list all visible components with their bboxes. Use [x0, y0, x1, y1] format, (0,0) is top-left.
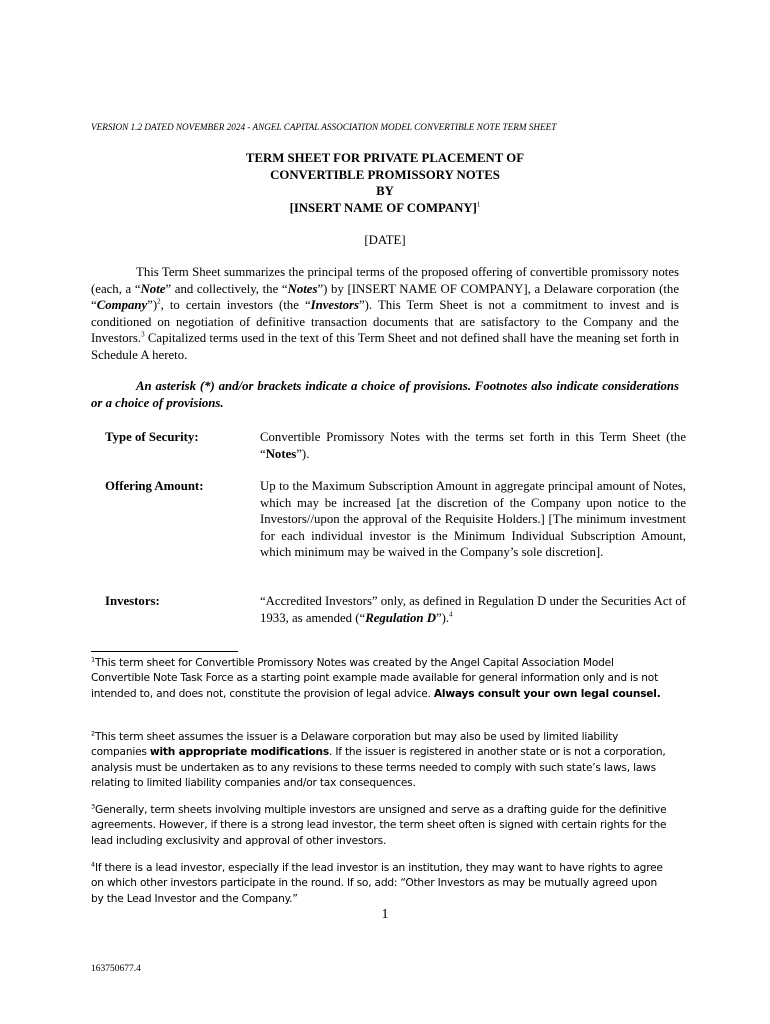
title-line-1: TERM SHEET FOR PRIVATE PLACEMENT OF	[245, 151, 525, 165]
defined-term-investors: Investors	[310, 298, 359, 313]
date-placeholder: [DATE]	[364, 233, 406, 247]
footnote-text: If there is a lead investor, especially if the lead investor is an institution, they may want to have rights to agree on which other investors participate in the round. If so, add: “Other Investors as may be mutually agreed upon by the Lead Investor and the Company.”	[91, 862, 663, 905]
defined-term-notes: Notes	[287, 281, 318, 296]
footnote-ref-1[interactable]: 1	[476, 200, 481, 209]
term-text: ”).	[296, 446, 310, 461]
intro-text: ”). This Term Sheet is not a commitment to invest and is conditioned on negotiation of definitive transaction documents that are satisfactory to the Company and the Investors.	[91, 298, 679, 346]
footnote-2	[91, 730, 671, 792]
defined-term-company: Company	[96, 298, 148, 313]
term-value	[260, 429, 686, 462]
footnote-separator	[91, 651, 238, 652]
footnote-number: 1	[91, 655, 95, 664]
intro-text: Capitalized terms used in the text of this Term Sheet and not defined shall have the meaning set forth in Schedule A hereto.	[91, 331, 679, 362]
footnote-number: 3	[91, 802, 95, 811]
footnote-text: . If the issuer is registered in another state or is not a corporation, analysis must be undertaken as to any revisions to these terms needed to comply with such state’s laws, laws relating to limited liability companies and/or tax consequences.	[91, 746, 666, 790]
document-title	[0, 150, 770, 216]
title-line-2: CONVERTIBLE PROMISSORY NOTES	[270, 167, 500, 182]
term-value: Up to the Maximum Subscription Amount in aggregate principal amount of Notes, which may be increased [at the discretion of the Company upon notice to the Investors//upon the approval of the Requisite Holders.] [The minimum investment for each individual investor is the Minimum Individual Subscription Amount, which minimum may be waived in the Company’s sole discretion].	[260, 479, 686, 560]
term-label: Investors:	[105, 594, 160, 608]
term-label: Type of Security:	[105, 430, 199, 444]
term-text: ”).	[435, 610, 450, 625]
footnote-ref-2[interactable]: 2	[157, 297, 161, 306]
footnote-text: This term sheet for Convertible Promissory Notes was created by the Angel Capital Association Model Convertible Note Task Force as a starting point example made available for general information only and is not intended to, and does not, constitute the provision of legal advice.	[91, 657, 659, 700]
defined-term-notes: Notes	[265, 446, 297, 461]
footnote-text: Generally, term sheets involving multiple investors are unsigned and serve as a drafting guide for the definitive agreements. However, if there is a strong lead investor, the term sheet often is signed with certain rights for the lead including exclusivity and approval of other investors.	[91, 804, 667, 847]
term-value	[260, 593, 686, 626]
term-label: Offering Amount:	[105, 479, 204, 493]
footnote-number: 2	[91, 729, 95, 738]
company-placeholder: [INSERT NAME OF COMPANY]	[289, 200, 477, 215]
title-line-3: BY	[376, 184, 394, 198]
intro-text: ”)	[147, 298, 158, 313]
intro-text: , to certain investors (the “	[160, 298, 311, 313]
intro-text: This Term Sheet summarizes the principal terms of the proposed offering of convertible promissory notes (each, a “	[91, 265, 679, 296]
version-header: VERSION 1.2 DATED NOVEMBER 2024 - ANGEL CAPITAL ASSOCIATION MODEL CONVERTIBLE NOTE TERM SHEET	[91, 122, 557, 132]
intro-text: ” and collectively, the “	[165, 281, 288, 296]
term-text: “Accredited Investors” only, as defined in Regulation D under the Securities Act of 1933, as amended (“	[260, 594, 686, 625]
title-line-4	[0, 200, 770, 217]
footnote-bold-text: with appropriate modifications	[149, 746, 329, 759]
intro-text: ”) by [INSERT NAME OF COMPANY], a Delaware corporation (the “	[91, 281, 679, 313]
intro-paragraph	[91, 264, 679, 364]
footnote-bold-text: Always consult your own legal counsel.	[433, 687, 661, 700]
asterisk-note: An asterisk (*) and/or brackets indicate a choice of provisions. Footnotes also indicate considerations or a choice of provisions.	[91, 379, 679, 410]
term-text: Convertible Promissory Notes with the terms set forth in this Term Sheet (the “	[260, 430, 686, 461]
page-number: 1	[381, 907, 389, 922]
defined-term-note: Note	[140, 281, 166, 296]
footnote-ref-4[interactable]: 4	[449, 610, 453, 619]
footnote-3	[91, 803, 671, 849]
footnote-ref-3[interactable]: 3	[141, 331, 145, 340]
footnote-1	[91, 656, 671, 702]
footnote-4	[91, 861, 671, 907]
document-id: 163750677.4	[91, 964, 141, 974]
footnote-number: 4	[91, 860, 95, 869]
footnote-text: This term sheet assumes the issuer is a Delaware corporation but may also be used by limited liability companies	[91, 731, 619, 759]
defined-term-regulation-d: Regulation D	[365, 610, 436, 625]
